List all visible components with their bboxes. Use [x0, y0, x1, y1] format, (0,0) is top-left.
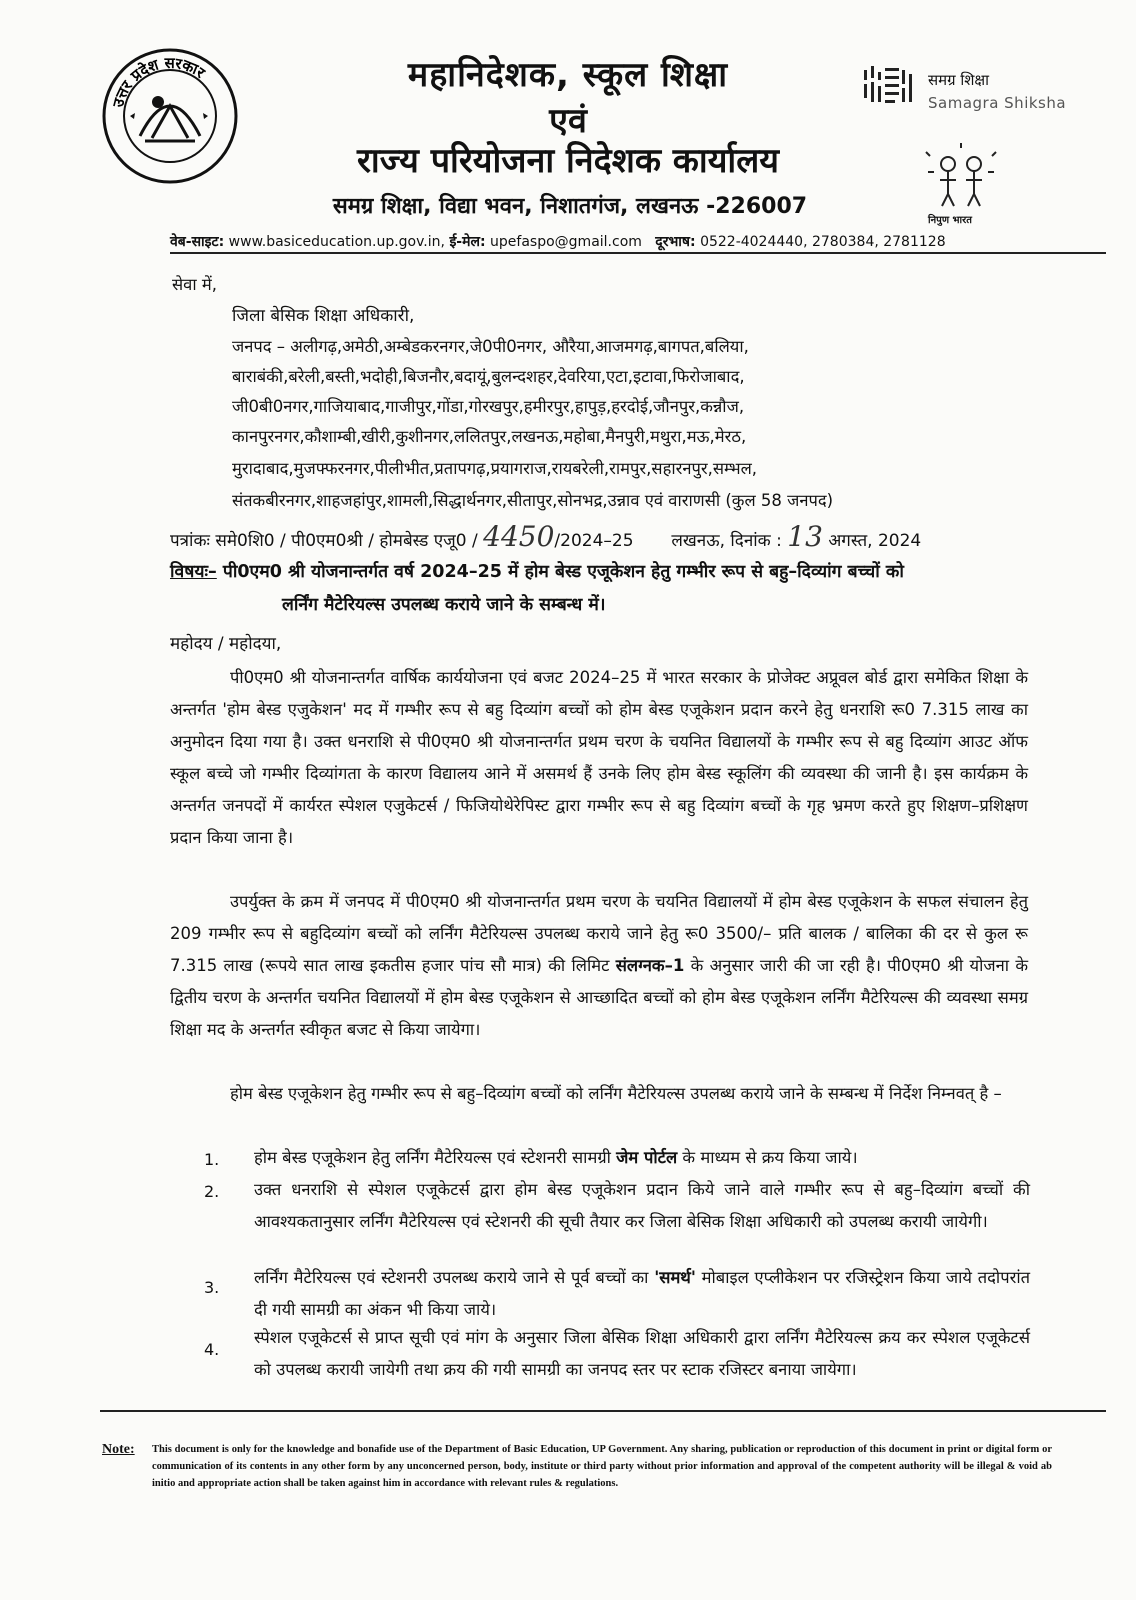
samagra-shiksha-english: Samagra Shiksha: [928, 94, 1067, 112]
website-link[interactable]: www.basiceducation.up.gov.in,: [228, 234, 445, 250]
list-item-number: 2.: [204, 1182, 220, 1201]
header-divider: [170, 252, 1106, 254]
emblem-text: उत्तर प्रदेश सरकार: [108, 53, 209, 110]
list-item-text: उक्त धनराशि से स्पेशल एजूकेटर्स द्वारा होम बेस्ड एजूकेशन प्रदान किये जाने वाले गम्भीर रूप से बहु–दिव्यांग बच्चों की आवश्यकतानुसार लर्निंग मैटेरियल्स एवं स्टेशनरी की सूची तैयार कर जिला बेसिक शिक्षा अधिकारी को उपलब्ध करायी जायेगी।: [254, 1180, 1030, 1231]
paragraph-1: [170, 662, 1028, 854]
paragraph-1-text: पी0एम0 श्री योजनान्तर्गत वार्षिक कार्ययोजना एवं बजट 2024–25 में भारत सरकार के प्रोजेक्ट अप्रूवल बोर्ड द्वारा समेकित शिक्षा के अन्तर्गत 'होम बेस्ड एजुकेशन' मद में गम्भीर रूप से बहु दिव्यांग बच्चों को होम बेस्ड एजूकेशन प्रदान करने हेतु धनराशि रू0 7.315 लाख का अनुमोदन दिया गया है। उक्त धनराशि से पी0एम0 श्री योजनान्तर्गत प्रथम चरण के चयनित विद्यालयों के गम्भीर रूप से बहु दिव्यांग आउट ऑफ स्कूल बच्चे जो गम्भीर दिव्यांगता के कारण विद्यालय आने में असमर्थ हैं उनके लिए होम बेस्ड स्कूलिंग की व्यवस्था की जानी है। इस कार्यक्रम के अन्तर्गत जनपदों में कार्यरत स्पेशल एजुकेटर्स / फिजियोथेरेपिस्ट द्वारा गम्भीर रूप से बहु दिव्यांग बच्चों के गृह भ्रमण करते हुए शिक्षण–प्रशिक्षण प्रदान किया जाना है।: [170, 668, 1028, 847]
subject-line1: पी0एम0 श्री योजनान्तर्गत वर्ष 2024–25 में होम बेस्ड एजूकेशन हेतु गम्भीर रूप से बहु–दिव्यांग बच्चों को: [222, 562, 904, 582]
district-line: कानपुरनगर,कौशाम्बी,खीरी,कुशीनगर,ललितपुर,लखनऊ,महोबा,मैनपुरी,मथुरा,मऊ,मेरठ,: [232, 427, 747, 446]
email-link[interactable]: upefaspo@gmail.com: [490, 234, 642, 250]
salutation-to: सेवा में,: [172, 275, 217, 294]
ref-number-handwritten: 4450: [483, 520, 555, 553]
annexure-ref: संलग्नक–1: [615, 956, 685, 975]
samarth-app-emphasis: 'समर्थ': [654, 1268, 696, 1287]
list-item: [254, 1142, 1030, 1174]
header-contact: [170, 232, 946, 251]
reference-line: [170, 522, 921, 556]
greeting: महोदय / महोदया,: [170, 634, 282, 654]
nipun-bharat-label: निपुण भारत: [928, 215, 972, 226]
list-item-number: 4.: [204, 1340, 220, 1359]
list-item: [254, 1322, 1030, 1386]
header-title-line2: एवं: [549, 101, 587, 141]
phone-numbers: 0522-4024440, 2780384, 2781128: [700, 234, 946, 250]
date-day-handwritten: 13: [787, 520, 823, 553]
subject: [170, 556, 904, 622]
paragraph-3-text: होम बेस्ड एजूकेशन हेतु गम्भीर रूप से बहु–दिव्यांग बच्चों को लर्निंग मैटेरियल्स उपलब्ध कराये जाने के सम्बन्ध में निर्देश निम्नवत् है –: [230, 1084, 1002, 1103]
district-line: मुरादाबाद,मुजफ्फरनगर,पीलीभीत,प्रतापगढ़,प्रयागराज,रायबरेली,रामपुर,सहारनपुर,सम्भल,: [232, 459, 758, 478]
recipient-title: जिला बेसिक शिक्षा अधिकारी,: [232, 306, 415, 326]
list-item-text: होम बेस्ड एजूकेशन हेतु लर्निंग मैटेरियल्स एवं स्टेशनरी सामग्री: [254, 1148, 611, 1167]
nipun-bharat-logo: [918, 142, 1004, 212]
paragraph-2-text-a: उपर्युक्त के क्रम में जनपद में पी0एम0 श्री योजनान्तर्गत प्रथम चरण के चयनित विद्यालयों में होम बेस्ड एजूकेशन के सफल संचालन हेतु 209 गम्भीर रूप से बहुदिव्यांग बच्चों को लर्निंग मैटेरियल्स उपलब्ध कराये जाने हेतु रू0 3500/– प्रति बालक / बालिका की दर से कुल रू 7.315 लाख (रूपये सात लाख इकतीस हजार पांच सौ मात्र) की लिमिट: [170, 892, 1028, 975]
ref-year: /2024–25: [554, 531, 634, 551]
paragraph-3: [170, 1078, 1028, 1110]
paragraph-2-text-b: के अनुसार जारी की जा रही है। पी0एम0 श्री योजना के द्वितीय चरण के अन्तर्गत चयनित विद्यालयों में होम बेस्ड एजूकेशन से आच्छादित बच्चों को होम बेस्ड एजूकेशन लर्निंग मैटेरियल्स की व्यवस्था समग्र शिक्षा मद के अन्तर्गत स्वीकृत बजट से किया जायेगा।: [170, 956, 1029, 1039]
list-item-text: स्पेशल एजूकेटर्स से प्राप्त सूची एवं मांग के अनुसार जिला बेसिक शिक्षा अधिकारी द्वारा लर्निंग मैटेरियल्स क्रय कर स्पेशल एजूकेटर्स को उपलब्ध करायी जायेगी तथा क्रय की गयी सामग्री का जनपद स्तर पर स्टाक रजिस्टर बनाया जायेगा।: [254, 1328, 1030, 1379]
footer-divider: [100, 1410, 1106, 1412]
paragraph-2: [170, 886, 1028, 1046]
list-item: [254, 1262, 1030, 1326]
ref-prefix: समे0शि0 / पी0एम0श्री / होमबेस्ड एजू0 /: [215, 531, 478, 551]
list-item-text: लर्निंग मैटेरियल्स एवं स्टेशनरी उपलब्ध कराये जाने से पूर्व बच्चों का: [254, 1268, 649, 1287]
header-title-line3: राज्य परियोजना निदेशक कार्यालय: [356, 141, 780, 181]
district-line: संतकबीरनगर,शाहजहांपुर,शामली,सिद्धार्थनगर,सीतापुर,सोनभद्र,उन्नाव एवं वाराणसी (कुल 58 जनपद): [232, 491, 834, 510]
date-rest: अगस्त, 2024: [828, 531, 922, 551]
subject-label: विषयः–: [170, 562, 217, 582]
ref-label: पत्रांकः: [170, 531, 210, 551]
place-date-prefix: लखनऊ, दिनांक :: [671, 531, 782, 551]
subject-line2: लर्निंग मैटेरियल्स उपलब्ध कराये जाने के सम्बन्ध में।: [282, 595, 606, 615]
list-item-text: मोबाइल एप्लीकेशन पर रजिस्ट्रेशन किया जाये तदोपरांत दी गयी सामग्री का अंकन भी किया जाये।: [254, 1268, 1031, 1319]
list-item: [254, 1174, 1030, 1238]
list-item-text: के माध्यम से क्रय किया जाये।: [682, 1148, 858, 1167]
district-line: बाराबंकी,बरेली,बस्ती,भदोही,बिजनौर,बदायूं,बुलन्दशहर,देवरिया,एटा,इटावा,फिरोजाबाद,: [232, 367, 745, 386]
samagra-shiksha-hindi: समग्र शिक्षा: [928, 71, 990, 89]
list-item-number: 3.: [204, 1278, 220, 1297]
district-line: जनपद – अलीगढ़,अमेठी,अम्बेडकरनगर,जे0पी0नगर, औरैया,आजमगढ़,बागपत,बलिया,: [232, 337, 749, 356]
note-label: Note:: [102, 1442, 135, 1457]
list-item-number: 1.: [204, 1150, 220, 1169]
note-text: This document is only for the knowledge and bonafide use of the Department of Basic Education, UP Government. Any sharing, publication or reproduction of this document in print or digital form or communication of its contents in any other form by any unconcerned person, body, institute or third party without prior information and approval of the competent authority will be illegal & void ab initio and appropriate action shall be taken against him in accordance with relevant rules & regulations.: [152, 1444, 1052, 1489]
gem-portal-emphasis: जेम पोर्टल: [616, 1148, 678, 1167]
phone-label: दूरभाष:: [655, 234, 696, 250]
email-label: ई-मेल:: [449, 234, 486, 250]
header-title-line1: महानिदेशक, स्कूल शिक्षा: [407, 55, 729, 95]
header-address: समग्र शिक्षा, विद्या भवन, निशातगंज, लखनऊ -226007: [332, 194, 808, 219]
website-label: वेब-साइट:: [170, 234, 225, 250]
district-line: जी0बी0नगर,गाजियाबाद,गाजीपुर,गोंडा,गोरखपुर,हमीरपुर,हापुड़,हरदोई,जौनपुर,कन्नौज,: [232, 397, 745, 416]
